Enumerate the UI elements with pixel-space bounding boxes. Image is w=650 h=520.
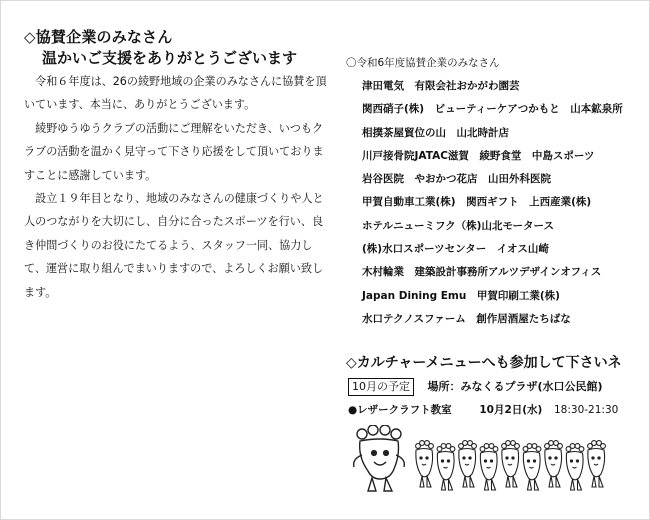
sponsor-line: 津田電気 有限会社おかがわ園芸	[362, 80, 520, 92]
footprint-icon	[416, 441, 434, 487]
sponsor-line: (株)水口スポーツセンター イオス山崎	[362, 243, 549, 256]
footprint-icon	[459, 441, 477, 487]
venue-text: 場所：みなくるプラザ(水口公民館)	[427, 380, 603, 393]
class-name: ●レザークラフト教室	[348, 404, 452, 416]
lead-mascot-icon	[354, 425, 405, 491]
footprint-icon	[545, 441, 563, 487]
greeting-column	[24, 28, 330, 304]
sponsor-line: 甲賀自動車工業(株) 関西ギフト 上西産業(株)	[362, 196, 592, 209]
greeting-paragraph: 設立１９年目となり、地域のみなさんの健康づくりや人と人のつながりを大切にし、自分に合ったスポーツを行い、良き仲間づくりのお役にたてるよう、スタッフ一同、協力して、運営に取り組んでまいりますので、よろしくお願い致します。	[24, 192, 324, 299]
sponsor-line: 木村輪業 建築設計事務所アルツデザインオフィス	[362, 266, 602, 279]
class-row	[348, 402, 618, 418]
class-date: 10月2日(水)	[479, 404, 543, 416]
greeting-paragraph: 令和６年度は、26の綾野地域の企業のみなさんに協賛を頂いています、本当に、ありがとうございます。	[24, 75, 327, 112]
culture-menu-heading: ◇カルチャーメニューへも参加して下さいネ	[346, 355, 622, 371]
footprint-icon	[502, 441, 520, 487]
class-time: 18:30-21:30	[554, 404, 619, 416]
footprint-icon	[588, 441, 606, 487]
sponsor-line: 相撲茶屋貿位の山 山北時計店	[362, 126, 509, 139]
footprint-mascots-illustration	[350, 425, 618, 497]
footprint-icon	[437, 444, 455, 490]
sponsor-list	[346, 75, 646, 331]
sponsor-line: 水口テクノスファーム 創作居酒屋たちばな	[362, 312, 571, 325]
sponsor-column	[346, 56, 646, 331]
greeting-body	[24, 70, 330, 304]
sponsor-line: 岩谷医院 やおかつ花店 山田外科医院	[362, 173, 551, 186]
footprint-icon	[566, 444, 584, 490]
footprint-icon	[523, 444, 541, 490]
sponsor-list-heading: 〇令和6年度協賛企業のみなさん	[346, 57, 500, 69]
sponsor-line: Japan Dining Emu 甲賀印刷工業(株)	[362, 289, 560, 302]
footprint-icon	[480, 444, 498, 490]
thanks-subheading: 温かいご支援をありがとうございます	[42, 49, 298, 67]
sponsor-line: 川戸接骨院JATAC滋賀 綾野食堂 中島スポーツ	[362, 149, 595, 162]
greeting-paragraph: 綾野ゆうゆうクラブの活動にご理解をいただき、いつもクラブの活動を温かく見守って下さり応援をして頂いておりますことに感謝しています。	[24, 121, 324, 182]
sponsor-line: ホテルニューミフク（株)山北モータース	[362, 219, 555, 232]
schedule-month-badge: 10月の予定	[348, 378, 414, 396]
sponsor-greeting-heading: ◇協賛企業のみなさん	[24, 28, 173, 46]
schedule-row	[348, 378, 603, 396]
sponsor-line: 関西硝子(株) ビューティーケアつかもと 山本鉱泉所	[362, 103, 623, 116]
